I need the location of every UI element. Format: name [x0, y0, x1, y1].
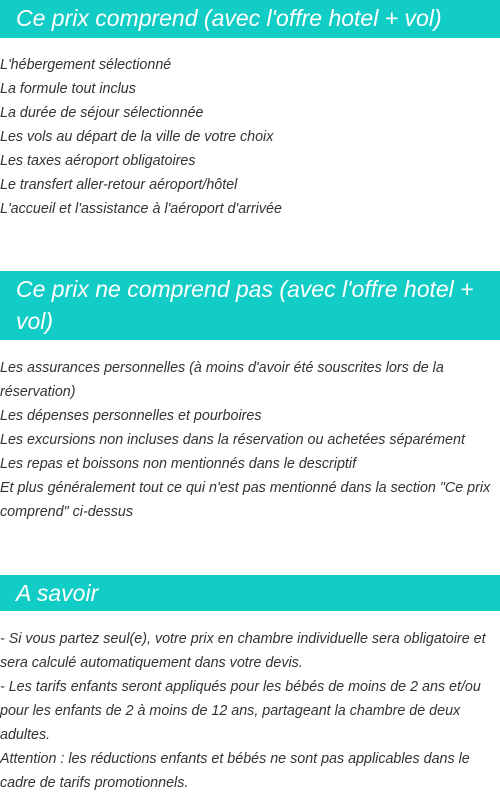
section-title-good-to-know: A savoir [0, 575, 500, 611]
list-item: L'accueil et l'assistance à l'aéroport d'arrivée [0, 201, 282, 217]
list-item: Les repas et boissons non mentionnés dans le descriptif [0, 456, 357, 472]
good-to-know-list [0, 627, 500, 795]
list-item: - Si vous partez seul(e), votre prix en chambre individuelle sera obligatoire et sera calculé automatiquement dans votre devis. [0, 631, 486, 671]
list-item: Les dépenses personnelles et pourboires [0, 408, 262, 424]
list-item: Les assurances personnelles (à moins d'avoir été souscrites lors de la réservation) [0, 360, 444, 400]
list-item: Les taxes aéroport obligatoires [0, 153, 196, 169]
list-item: Et plus généralement tout ce qui n'est pas mentionné dans la section "Ce prix comprend" ci-dessus [0, 480, 491, 520]
list-item: Le transfert aller-retour aéroport/hôtel [0, 177, 238, 193]
list-item: Attention : les réductions enfants et bébés ne sont pas applicables dans le cadre de tarifs promotionnels. [0, 751, 470, 791]
list-item: L'hébergement sélectionné [0, 57, 172, 73]
section-title-not-included: Ce prix ne comprend pas (avec l'offre hotel + vol) [0, 271, 500, 340]
list-item: Les vols au départ de la ville de votre choix [0, 129, 274, 145]
list-item: Les excursions non incluses dans la réservation ou achetées séparément [0, 432, 465, 448]
not-included-list [0, 356, 500, 524]
section-title-included: Ce prix comprend (avec l'offre hotel + vol) [0, 0, 500, 38]
included-list [0, 53, 500, 221]
list-item: La formule tout inclus [0, 81, 136, 97]
list-item: La durée de séjour sélectionnée [0, 105, 204, 121]
list-item: - Les tarifs enfants seront appliqués pour les bébés de moins de 2 ans et/ou pour les enfants de 2 à moins de 12 ans, partageant la chambre de deux adultes. [0, 679, 481, 743]
